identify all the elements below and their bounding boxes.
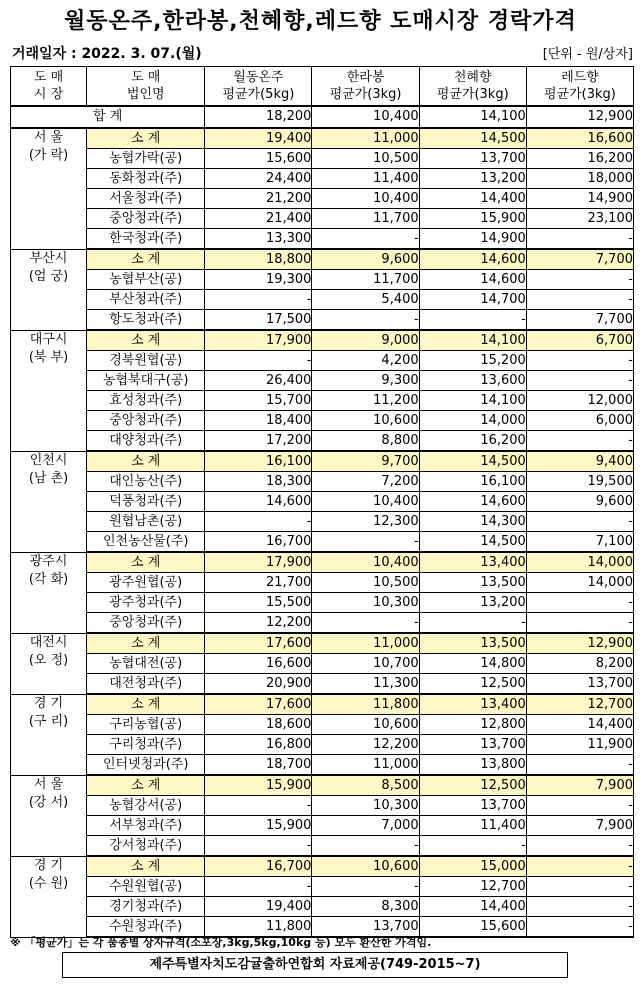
price-cell: 11,300 (312, 674, 419, 695)
price-cell: 17,900 (205, 552, 312, 573)
price-cell: 14,600 (205, 492, 312, 512)
price-cell: 14,300 (419, 512, 526, 532)
firm-name: 대전청과(주) (87, 674, 205, 695)
price-cell: 11,200 (312, 391, 419, 411)
price-cell: - (205, 290, 312, 310)
price-cell: 14,600 (419, 249, 526, 270)
price-cell: 9,000 (312, 330, 419, 351)
price-cell: 7,200 (312, 472, 419, 492)
price-cell: - (526, 917, 633, 938)
price-cell: 21,700 (205, 573, 312, 593)
price-cell: 7,900 (526, 816, 633, 836)
subtotal-row (11, 856, 634, 877)
table-row (11, 431, 634, 452)
price-cell: - (312, 532, 419, 553)
price-cell: 9,400 (526, 451, 633, 472)
price-cell: - (526, 877, 633, 897)
price-cell: - (526, 512, 633, 532)
table-row (11, 836, 634, 857)
firm-name: 원협남촌(공) (87, 512, 205, 532)
price-cell: 19,400 (205, 128, 312, 149)
price-cell: 10,400 (312, 492, 419, 512)
price-cell: 16,100 (205, 451, 312, 472)
price-cell: 12,700 (419, 877, 526, 897)
unit-label: [단위 - 원/상자] (542, 47, 633, 62)
price-cell: 11,000 (312, 128, 419, 149)
header-col-1: 월동온주 평균가(5kg) (205, 67, 312, 107)
price-cell: 6,700 (526, 330, 633, 351)
price-cell: 18,000 (526, 169, 633, 189)
price-cell: 15,900 (205, 816, 312, 836)
page-title: 월동온주,한라봉,천혜향,레드향 도매시장 경락가격 (64, 9, 577, 34)
price-cell: 16,600 (205, 654, 312, 674)
firm-name: 부산청과(주) (87, 290, 205, 310)
price-cell: 26,400 (205, 371, 312, 391)
price-cell: 11,700 (312, 209, 419, 229)
firm-name: 동화청과(주) (87, 169, 205, 189)
price-cell: 16,700 (205, 532, 312, 553)
table-row (11, 532, 634, 553)
price-cell: - (526, 796, 633, 816)
firm-name: 농협대전(공) (87, 654, 205, 674)
firm-name: 농협북대구(공) (87, 371, 205, 391)
market-name: 인천시 (남 촌) (11, 451, 87, 552)
price-cell: 18,300 (205, 472, 312, 492)
firm-name: 중앙청과(주) (87, 411, 205, 431)
market-name: 부산시 (엄 궁) (11, 249, 87, 330)
table-row (11, 391, 634, 411)
price-cell: - (526, 836, 633, 857)
price-cell: 10,600 (312, 856, 419, 877)
firm-name: 인터넷청과(주) (87, 755, 205, 776)
firm-name: 소 계 (87, 552, 205, 573)
price-cell: 14,400 (526, 715, 633, 735)
price-cell: 18,700 (205, 755, 312, 776)
firm-name: 농협가락(공) (87, 149, 205, 169)
price-cell: 13,600 (419, 371, 526, 391)
subtotal-row (11, 249, 634, 270)
table-row (11, 209, 634, 229)
firm-name: 중앙청과(주) (87, 209, 205, 229)
price-cell: 18,800 (205, 249, 312, 270)
price-cell: 7,100 (526, 532, 633, 553)
firm-name: 효성청과(주) (87, 391, 205, 411)
price-cell: 15,200 (419, 351, 526, 371)
table-row (11, 492, 634, 512)
price-cell: 14,800 (419, 654, 526, 674)
total-row (11, 106, 634, 128)
market-name: 대구시 (북 부) (11, 330, 87, 451)
price-cell: - (526, 351, 633, 371)
price-cell: 11,900 (526, 735, 633, 755)
price-cell: 13,500 (419, 573, 526, 593)
price-cell: - (205, 351, 312, 371)
price-cell: 14,700 (419, 290, 526, 310)
price-cell: 13,200 (419, 169, 526, 189)
firm-name: 소 계 (87, 856, 205, 877)
header-market: 도 매 시 장 (11, 67, 87, 107)
price-cell: 16,700 (205, 856, 312, 877)
price-cell: 9,600 (312, 249, 419, 270)
price-cell: - (312, 310, 419, 331)
price-cell: - (526, 856, 633, 877)
price-cell: - (205, 877, 312, 897)
firm-name: 광주원협(공) (87, 573, 205, 593)
price-cell: 10,500 (312, 149, 419, 169)
total-value: 10,400 (312, 106, 419, 128)
price-cell: 21,200 (205, 189, 312, 209)
price-cell: 14,100 (419, 391, 526, 411)
table-row (11, 371, 634, 391)
price-cell: 11,800 (205, 917, 312, 938)
price-cell: 12,300 (312, 512, 419, 532)
price-cell: 10,400 (312, 189, 419, 209)
firm-name: 중앙청과(주) (87, 613, 205, 634)
trade-date: 거래일자 : 2022. 3. 07.(월) (12, 46, 202, 62)
price-cell: 15,900 (205, 775, 312, 796)
price-cell: 11,400 (312, 169, 419, 189)
price-cell: 11,000 (312, 755, 419, 776)
price-cell: 10,300 (312, 593, 419, 613)
table-row (11, 755, 634, 776)
price-cell: 7,900 (526, 775, 633, 796)
firm-name: 구리청과(주) (87, 735, 205, 755)
price-cell: 10,700 (312, 654, 419, 674)
firm-name: 소 계 (87, 694, 205, 715)
price-cell: 4,200 (312, 351, 419, 371)
price-cell: - (526, 593, 633, 613)
price-cell: 19,400 (205, 897, 312, 917)
price-cell: 15,600 (205, 149, 312, 169)
price-cell: 23,100 (526, 209, 633, 229)
price-table (10, 66, 634, 938)
subtotal-row (11, 330, 634, 351)
price-cell: - (526, 270, 633, 290)
header-firm: 도 매 법인명 (87, 67, 205, 107)
price-cell: 14,500 (419, 532, 526, 553)
price-cell: 14,000 (526, 573, 633, 593)
price-cell: - (526, 897, 633, 917)
table-row (11, 816, 634, 836)
price-cell: 14,600 (419, 492, 526, 512)
price-cell: 13,200 (419, 593, 526, 613)
price-cell: - (312, 229, 419, 250)
price-cell: 10,600 (312, 411, 419, 431)
price-cell: 20,900 (205, 674, 312, 695)
firm-name: 소 계 (87, 775, 205, 796)
market-name: 대전시 (오 정) (11, 633, 87, 694)
table-row (11, 877, 634, 897)
price-cell: 13,400 (419, 552, 526, 573)
price-cell: 16,200 (419, 431, 526, 452)
header-col-2: 한라봉 평균가(3kg) (312, 67, 419, 107)
price-cell: 13,400 (419, 694, 526, 715)
price-cell: 12,700 (526, 694, 633, 715)
price-cell: 15,900 (419, 209, 526, 229)
footnote: ※ 「평균가」는 각 품종별 상자규격(소포장,3kg,5kg,10kg 등) 모두 환산한 가격임. (10, 936, 432, 949)
price-cell: 17,900 (205, 330, 312, 351)
price-cell: 14,900 (419, 229, 526, 250)
price-cell: 8,300 (312, 897, 419, 917)
market-name: 서 울 (강 서) (11, 775, 87, 856)
price-cell: 12,800 (419, 715, 526, 735)
price-cell: 14,000 (419, 411, 526, 431)
table-row (11, 351, 634, 371)
price-cell: 15,700 (205, 391, 312, 411)
price-cell: 16,800 (205, 735, 312, 755)
price-cell: 9,700 (312, 451, 419, 472)
market-name: 광주시 (각 화) (11, 552, 87, 633)
price-cell: 13,700 (419, 796, 526, 816)
price-cell: 16,600 (526, 128, 633, 149)
price-cell: 13,700 (312, 917, 419, 938)
price-cell: 7,700 (526, 310, 633, 331)
price-cell: 14,900 (526, 189, 633, 209)
firm-name: 소 계 (87, 451, 205, 472)
price-cell: 15,000 (419, 856, 526, 877)
price-cell: 13,700 (526, 674, 633, 695)
subtotal-row (11, 633, 634, 654)
table-row (11, 613, 634, 634)
firm-name: 한국청과(주) (87, 229, 205, 250)
total-label: 합 계 (11, 106, 205, 128)
table-row (11, 735, 634, 755)
price-cell: - (312, 613, 419, 634)
price-cell: 10,400 (312, 552, 419, 573)
price-cell: 14,500 (419, 128, 526, 149)
market-name: 서 울 (가 락) (11, 128, 87, 249)
price-cell: 12,000 (526, 391, 633, 411)
firm-name: 덕풍청과(주) (87, 492, 205, 512)
table-row (11, 149, 634, 169)
price-cell: 17,600 (205, 633, 312, 654)
price-cell: - (312, 836, 419, 857)
table-row (11, 512, 634, 532)
firm-name: 농협강서(공) (87, 796, 205, 816)
price-cell: 7,000 (312, 816, 419, 836)
price-cell: 19,500 (526, 472, 633, 492)
firm-name: 대양청과(주) (87, 431, 205, 452)
total-value: 12,900 (526, 106, 633, 128)
price-cell: - (205, 796, 312, 816)
price-cell: 13,300 (205, 229, 312, 250)
price-cell: 13,800 (419, 755, 526, 776)
price-cell: 9,600 (526, 492, 633, 512)
table-row (11, 169, 634, 189)
price-cell: - (526, 613, 633, 634)
table-row (11, 310, 634, 331)
subtotal-row (11, 128, 634, 149)
table-row (11, 715, 634, 735)
price-cell: 12,200 (312, 735, 419, 755)
firm-name: 인천농산물(주) (87, 532, 205, 553)
price-cell: 24,400 (205, 169, 312, 189)
price-cell: 16,100 (419, 472, 526, 492)
price-cell: - (526, 755, 633, 776)
price-cell: 12,500 (419, 674, 526, 695)
price-cell: 14,600 (419, 270, 526, 290)
firm-name: 대인농산(주) (87, 472, 205, 492)
firm-name: 서부청과(주) (87, 816, 205, 836)
table-row (11, 189, 634, 209)
firm-name: 소 계 (87, 330, 205, 351)
price-cell: 8,800 (312, 431, 419, 452)
price-cell: 9,300 (312, 371, 419, 391)
price-cell: 8,200 (526, 654, 633, 674)
price-cell: 18,400 (205, 411, 312, 431)
price-cell: 6,000 (526, 411, 633, 431)
price-cell: - (205, 836, 312, 857)
price-cell: 10,300 (312, 796, 419, 816)
table-row (11, 229, 634, 250)
subtotal-row (11, 451, 634, 472)
price-cell: - (526, 290, 633, 310)
price-cell: 11,700 (312, 270, 419, 290)
firm-name: 소 계 (87, 633, 205, 654)
price-cell: 15,600 (419, 917, 526, 938)
price-cell: 12,200 (205, 613, 312, 634)
table-row (11, 674, 634, 695)
price-cell: - (419, 613, 526, 634)
price-cell: 11,800 (312, 694, 419, 715)
table-row (11, 270, 634, 290)
price-cell: 15,500 (205, 593, 312, 613)
subtotal-row (11, 552, 634, 573)
price-cell: - (205, 512, 312, 532)
firm-name: 농협부산(공) (87, 270, 205, 290)
table-row (11, 573, 634, 593)
price-cell: 17,600 (205, 694, 312, 715)
price-cell: 11,400 (419, 816, 526, 836)
firm-name: 경기청과(주) (87, 897, 205, 917)
price-cell: 18,600 (205, 715, 312, 735)
firm-name: 소 계 (87, 128, 205, 149)
table-row (11, 897, 634, 917)
header-col-4: 레드향 평균가(3kg) (526, 67, 633, 107)
price-cell: 17,500 (205, 310, 312, 331)
subtotal-row (11, 694, 634, 715)
firm-name: 서울청과(주) (87, 189, 205, 209)
firm-name: 광주청과(주) (87, 593, 205, 613)
price-cell: 14,500 (419, 451, 526, 472)
subtotal-row (11, 775, 634, 796)
price-cell: 21,400 (205, 209, 312, 229)
table-row (11, 290, 634, 310)
table-row (11, 654, 634, 674)
market-name: 경 기 (수 원) (11, 856, 87, 937)
price-cell: - (419, 836, 526, 857)
firm-name: 강서청과(주) (87, 836, 205, 857)
price-cell: 14,000 (526, 552, 633, 573)
source-box: 제주특별자치도감귤출하연합회 자료제공(749-2015~7) (62, 952, 568, 978)
firm-name: 수원원협(공) (87, 877, 205, 897)
price-cell: 7,700 (526, 249, 633, 270)
price-cell: 14,400 (419, 897, 526, 917)
firm-name: 수원청과(주) (87, 917, 205, 938)
price-cell: 14,100 (419, 330, 526, 351)
table-row (11, 411, 634, 431)
price-cell: 13,700 (419, 735, 526, 755)
price-cell: - (526, 431, 633, 452)
price-cell: - (419, 310, 526, 331)
firm-name: 소 계 (87, 249, 205, 270)
table-row (11, 472, 634, 492)
price-cell: 8,500 (312, 775, 419, 796)
price-cell: - (312, 877, 419, 897)
header-row (11, 67, 634, 107)
total-value: 18,200 (205, 106, 312, 128)
price-cell: 17,200 (205, 431, 312, 452)
price-cell: 13,500 (419, 633, 526, 654)
price-cell: 19,300 (205, 270, 312, 290)
table-row (11, 593, 634, 613)
price-cell: 10,600 (312, 715, 419, 735)
price-cell: 13,700 (419, 149, 526, 169)
price-cell: 16,200 (526, 149, 633, 169)
price-cell: 14,400 (419, 189, 526, 209)
price-cell: - (526, 371, 633, 391)
price-cell: 12,500 (419, 775, 526, 796)
firm-name: 구리농협(공) (87, 715, 205, 735)
market-name: 경 기 (구 리) (11, 694, 87, 775)
firm-name: 경북원협(공) (87, 351, 205, 371)
header-col-3: 천혜향 평균가(3kg) (419, 67, 526, 107)
firm-name: 항도청과(주) (87, 310, 205, 331)
price-cell: 10,500 (312, 573, 419, 593)
price-cell: 5,400 (312, 290, 419, 310)
price-cell: 11,000 (312, 633, 419, 654)
price-cell: - (526, 229, 633, 250)
price-cell: 12,900 (526, 633, 633, 654)
table-row (11, 796, 634, 816)
total-value: 14,100 (419, 106, 526, 128)
